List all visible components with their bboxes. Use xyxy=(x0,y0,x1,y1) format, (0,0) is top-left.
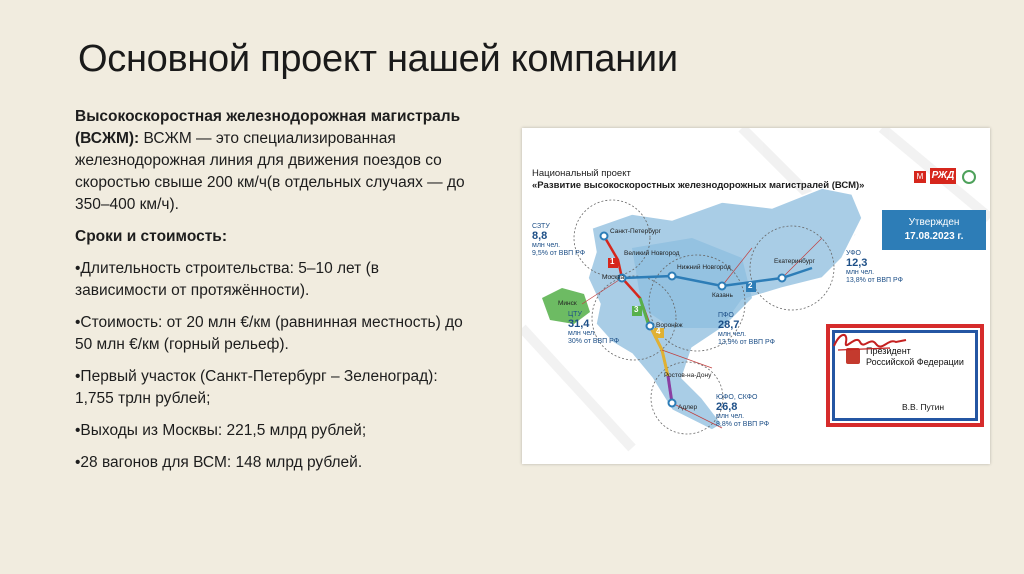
approved-badge: Утвержден 17.08.2023 г. xyxy=(882,210,986,250)
national-projects-logo-icon xyxy=(962,170,976,184)
figure-header: Национальный проект «Развитие высокоскоростных железнодорожных магистралей (ВСМ)» xyxy=(532,168,865,191)
rzd-logo-icon: РЖД xyxy=(930,168,956,184)
bullet-item: •Стоимость: от 20 млн €/км (равнинная местность) до 50 млн €/км (горный рельеф). xyxy=(75,314,463,353)
president-name: В.В. Путин xyxy=(902,402,945,412)
region-label-ctu: ЦТУ 31,4 млн чел. 30% от ВВП РФ xyxy=(568,311,620,345)
city-label: Екатеринбург xyxy=(774,258,815,265)
bullet-item: •Выходы из Москвы: 221,5 млрд рублей; xyxy=(75,422,367,439)
city-label: Москва xyxy=(602,274,625,281)
project-map-figure xyxy=(522,128,990,464)
bullet-item: •Длительность строительства: 5–10 лет (в зависимости от протяжённости). xyxy=(75,260,379,299)
route-number: 3 xyxy=(634,305,639,314)
signature-icon xyxy=(830,328,910,358)
definition-term: Высокоскоростная железнодорожная магистраль (ВСЖМ): xyxy=(75,108,461,147)
city-label: Адлер xyxy=(678,404,698,411)
content-block xyxy=(75,106,470,484)
region-label-szt: СЗТУ 8,8 млн чел. 9,5% от ВВП РФ xyxy=(532,223,586,257)
bullet-item: •28 вагонов для ВСМ: 148 млрд рублей. xyxy=(75,454,363,471)
region-label-yufo: ЮФО, СКФО 26,8 млн чел. 8,8% от ВВП РФ xyxy=(716,394,770,428)
slide-title: Основной проект нашей компании xyxy=(78,38,678,80)
president-title: Президент Российской Федерации xyxy=(866,346,964,367)
bullet-item: •Первый участок (Санкт-Петербург – Зеленоград): 1,755 трлн рублей; xyxy=(75,368,438,407)
terms-heading: Сроки и стоимость: xyxy=(75,228,227,245)
definition-paragraph xyxy=(75,106,470,216)
city-label: Великий Новгород xyxy=(624,250,680,257)
moscow-logo-icon: M xyxy=(914,171,926,183)
route-number: 2 xyxy=(748,281,753,290)
city-label: Воронеж xyxy=(656,322,683,329)
city-label: Минск xyxy=(558,300,577,307)
city-label: Ростов-на-Дону xyxy=(664,372,712,379)
city-label: Казань xyxy=(712,292,733,299)
region-label-ufo: УФО 12,3 млн чел. 13,8% от ВВП РФ xyxy=(846,250,903,284)
city-label: Нижний Новгород xyxy=(677,264,731,271)
definition-text: ВСЖМ — это специализированная железнодорожная линия для движения поездов со скоростью свыше 200 км/ч(в отдельных случаях — до 350–400 км/ч). xyxy=(75,130,465,213)
president-approval-box xyxy=(826,324,984,427)
region-label-pfo: ПФО 28,7 млн чел. 13,9% от ВВП РФ xyxy=(718,312,775,346)
route-number: 1 xyxy=(610,257,615,266)
route-number: 4 xyxy=(656,327,661,336)
city-label: Санкт-Петербург xyxy=(610,228,661,235)
